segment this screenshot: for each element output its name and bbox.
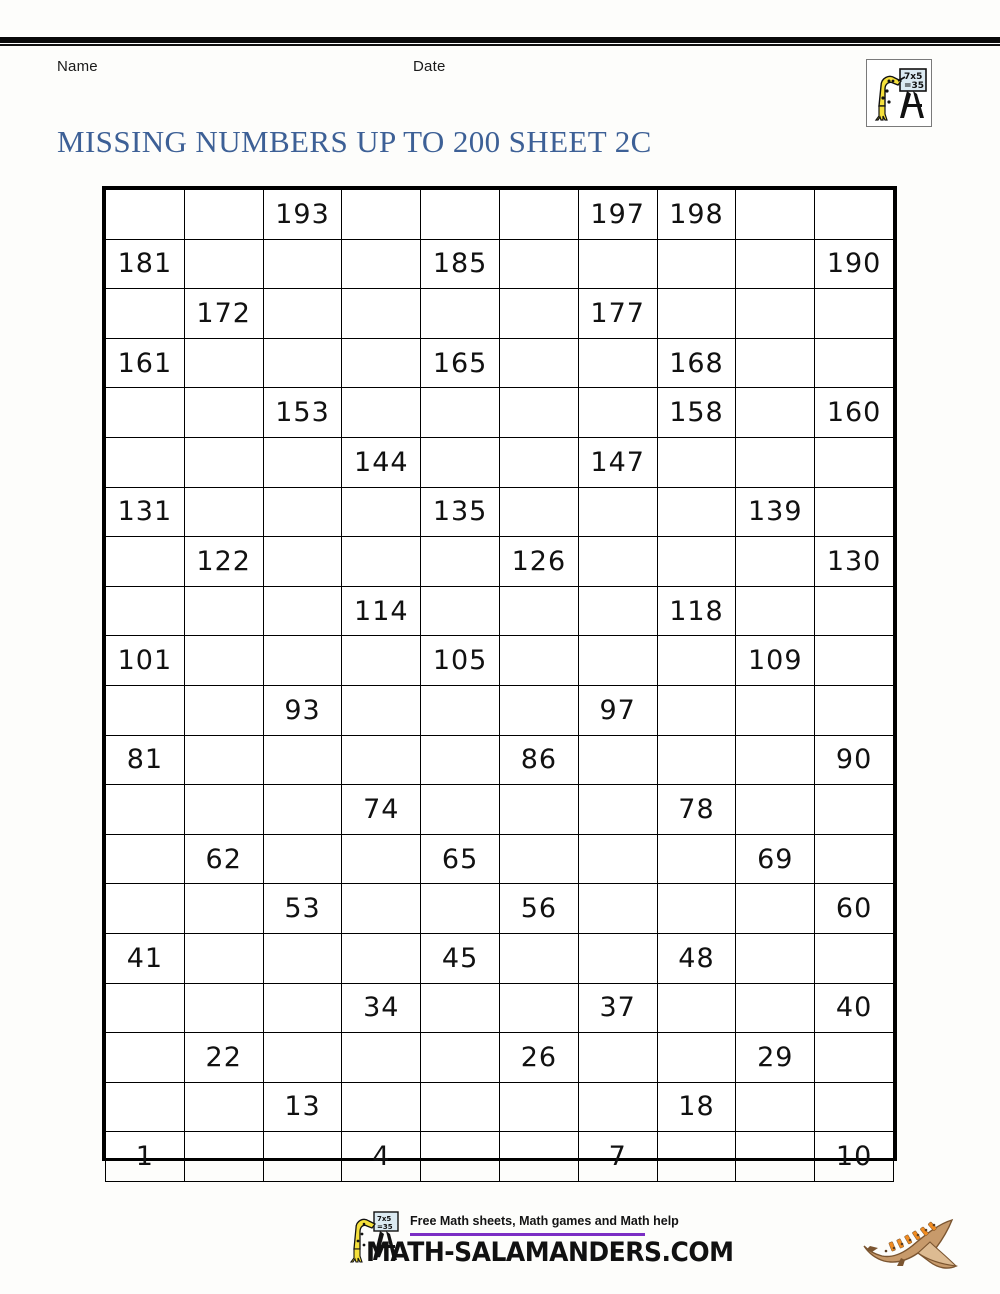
grid-cell-filled: 26 [499, 1033, 578, 1083]
grid-cell-blank[interactable] [263, 785, 342, 835]
grid-cell-blank[interactable] [815, 785, 894, 835]
grid-cell-blank[interactable] [421, 289, 500, 339]
grid-cell-filled: 181 [106, 239, 185, 289]
grid-cell-blank[interactable] [106, 983, 185, 1033]
footer-tagline: Free Math sheets, Math games and Math help [410, 1214, 679, 1228]
grid-cell-filled: 122 [184, 537, 263, 587]
grid-cell-blank[interactable] [578, 1082, 657, 1132]
grid-cell-blank[interactable] [578, 636, 657, 686]
grid-row [106, 388, 894, 438]
grid-cell-blank[interactable] [657, 636, 736, 686]
grid-cell-blank[interactable] [736, 388, 815, 438]
grid-cell-filled: 147 [578, 437, 657, 487]
grid-cell-blank[interactable] [184, 338, 263, 388]
date-label: Date [413, 58, 446, 75]
grid-cell-blank[interactable] [736, 685, 815, 735]
grid-cell-blank[interactable] [736, 537, 815, 587]
grid-cell-blank[interactable] [106, 785, 185, 835]
grid-cell-blank[interactable] [342, 239, 421, 289]
grid-cell-blank[interactable] [421, 685, 500, 735]
grid-cell-filled: 193 [263, 190, 342, 240]
grid-cell-blank[interactable] [184, 388, 263, 438]
svg-text:7x5: 7x5 [377, 1215, 392, 1223]
grid-row [106, 437, 894, 487]
grid-cell-filled: 97 [578, 685, 657, 735]
svg-text:=35: =35 [377, 1223, 393, 1231]
grid-row [106, 685, 894, 735]
grid-row [106, 239, 894, 289]
grid-row [106, 338, 894, 388]
grid-cell-blank[interactable] [342, 338, 421, 388]
grid-cell-blank[interactable] [499, 785, 578, 835]
grid-cell-blank[interactable] [736, 239, 815, 289]
worksheet-header [57, 58, 857, 80]
grid-cell-blank[interactable] [578, 239, 657, 289]
grid-cell-filled: 48 [657, 933, 736, 983]
page-top-rule-secondary [0, 44, 1000, 46]
grid-cell-blank[interactable] [815, 338, 894, 388]
grid-cell-blank[interactable] [263, 636, 342, 686]
grid-cell-filled: 168 [657, 338, 736, 388]
logo-board-line-1: 7x5 [904, 72, 923, 82]
grid-cell-filled: 10 [815, 1132, 894, 1182]
grid-cell-blank[interactable] [736, 785, 815, 835]
grid-cell-blank[interactable] [657, 289, 736, 339]
grid-cell-blank[interactable] [499, 636, 578, 686]
grid-cell-blank[interactable] [184, 1082, 263, 1132]
grid-cell-blank[interactable] [263, 338, 342, 388]
grid-cell-blank[interactable] [421, 190, 500, 240]
grid-cell-blank[interactable] [184, 1132, 263, 1182]
grid-cell-blank[interactable] [657, 1033, 736, 1083]
grid-cell-blank[interactable] [184, 884, 263, 934]
grid-cell-filled: 40 [815, 983, 894, 1033]
grid-cell-filled: 78 [657, 785, 736, 835]
grid-cell-blank[interactable] [342, 735, 421, 785]
grid-cell-filled: 190 [815, 239, 894, 289]
name-label: Name [57, 58, 98, 75]
grid-cell-blank[interactable] [184, 190, 263, 240]
page-title: MISSING NUMBERS UP TO 200 SHEET 2C [57, 124, 652, 159]
grid-cell-filled: 105 [421, 636, 500, 686]
grid-cell-filled: 29 [736, 1033, 815, 1083]
grid-cell-blank[interactable] [184, 685, 263, 735]
grid-cell-filled: 161 [106, 338, 185, 388]
grid-cell-blank[interactable] [342, 1082, 421, 1132]
grid-cell-blank[interactable] [106, 388, 185, 438]
grid-row [106, 636, 894, 686]
logo-board-line-2: =35 [904, 81, 925, 91]
grid-cell-filled: 4 [342, 1132, 421, 1182]
grid-cell-blank[interactable] [578, 586, 657, 636]
grid-cell-blank[interactable] [184, 933, 263, 983]
grid-cell-blank[interactable] [815, 933, 894, 983]
grid-cell-blank[interactable] [184, 785, 263, 835]
grid-cell-blank[interactable] [263, 1132, 342, 1182]
salamander-at-whiteboard-icon [867, 60, 931, 126]
grid-cell-blank[interactable] [184, 239, 263, 289]
grid-cell-filled: 158 [657, 388, 736, 438]
grid-row [106, 884, 894, 934]
grid-cell-blank[interactable] [578, 735, 657, 785]
grid-cell-filled: 172 [184, 289, 263, 339]
grid-cell-blank[interactable] [499, 190, 578, 240]
grid-cell-blank[interactable] [815, 636, 894, 686]
grid-cell-blank[interactable] [499, 933, 578, 983]
grid-cell-blank[interactable] [421, 1132, 500, 1182]
grid-row [106, 983, 894, 1033]
grid-cell-filled: 177 [578, 289, 657, 339]
grid-cell-blank[interactable] [421, 735, 500, 785]
grid-cell-blank[interactable] [815, 1082, 894, 1132]
number-grid-table [105, 189, 894, 1182]
grid-cell-blank[interactable] [499, 685, 578, 735]
grid-cell-blank[interactable] [499, 437, 578, 487]
grid-cell-filled: 74 [342, 785, 421, 835]
grid-cell-blank[interactable] [499, 586, 578, 636]
grid-cell-blank[interactable] [657, 487, 736, 537]
grid-cell-blank[interactable] [657, 1132, 736, 1182]
grid-cell-blank[interactable] [657, 983, 736, 1033]
grid-cell-blank[interactable] [499, 388, 578, 438]
grid-cell-blank[interactable] [263, 487, 342, 537]
grid-cell-blank[interactable] [342, 685, 421, 735]
grid-cell-blank[interactable] [421, 1082, 500, 1132]
grid-cell-blank[interactable] [736, 289, 815, 339]
grid-row [106, 190, 894, 240]
grid-cell-blank[interactable] [184, 735, 263, 785]
grid-cell-filled: 65 [421, 834, 500, 884]
grid-cell-blank[interactable] [421, 884, 500, 934]
grid-cell-filled: 37 [578, 983, 657, 1033]
grid-cell-filled: 153 [263, 388, 342, 438]
grid-row [106, 1082, 894, 1132]
grid-cell-filled: 139 [736, 487, 815, 537]
missing-numbers-grid [102, 186, 897, 1173]
grid-cell-blank[interactable] [736, 338, 815, 388]
grid-cell-blank[interactable] [342, 636, 421, 686]
grid-cell-blank[interactable] [106, 834, 185, 884]
grid-cell-filled: 53 [263, 884, 342, 934]
grid-row [106, 1132, 894, 1182]
grid-cell-blank[interactable] [342, 933, 421, 983]
grid-cell-filled: 69 [736, 834, 815, 884]
grid-cell-blank[interactable] [499, 1132, 578, 1182]
grid-cell-blank[interactable] [578, 785, 657, 835]
grid-cell-filled: 13 [263, 1082, 342, 1132]
grid-cell-blank[interactable] [499, 834, 578, 884]
grid-cell-blank[interactable] [578, 1033, 657, 1083]
grid-cell-blank[interactable] [263, 586, 342, 636]
grid-cell-blank[interactable] [342, 834, 421, 884]
grid-cell-blank[interactable] [736, 884, 815, 934]
grid-cell-blank[interactable] [421, 785, 500, 835]
grid-cell-filled: 135 [421, 487, 500, 537]
grid-cell-blank[interactable] [657, 884, 736, 934]
grid-cell-blank[interactable] [736, 1132, 815, 1182]
grid-cell-blank[interactable] [184, 437, 263, 487]
grid-cell-blank[interactable] [815, 586, 894, 636]
grid-cell-filled: 60 [815, 884, 894, 934]
grid-cell-blank[interactable] [184, 487, 263, 537]
grid-cell-blank[interactable] [736, 983, 815, 1033]
grid-cell-blank[interactable] [342, 1033, 421, 1083]
grid-cell-blank[interactable] [657, 685, 736, 735]
grid-cell-filled: 144 [342, 437, 421, 487]
footer-branding [348, 1208, 734, 1270]
grid-cell-blank[interactable] [106, 685, 185, 735]
grid-cell-filled: 160 [815, 388, 894, 438]
grid-cell-blank[interactable] [342, 190, 421, 240]
grid-cell-blank[interactable] [657, 537, 736, 587]
grid-cell-filled: 101 [106, 636, 185, 686]
grid-cell-blank[interactable] [578, 338, 657, 388]
grid-cell-blank[interactable] [736, 933, 815, 983]
grid-cell-blank[interactable] [499, 1082, 578, 1132]
grid-cell-blank[interactable] [736, 735, 815, 785]
grid-row [106, 289, 894, 339]
grid-cell-filled: 41 [106, 933, 185, 983]
grid-cell-filled: 165 [421, 338, 500, 388]
grid-cell-filled: 81 [106, 735, 185, 785]
grid-cell-filled: 90 [815, 735, 894, 785]
grid-cell-blank[interactable] [815, 487, 894, 537]
grid-cell-blank[interactable] [184, 586, 263, 636]
grid-row [106, 537, 894, 587]
math-salamanders-logo [866, 59, 932, 127]
grid-cell-blank[interactable] [815, 685, 894, 735]
grid-cell-blank[interactable] [342, 537, 421, 587]
grid-cell-blank[interactable] [815, 190, 894, 240]
grid-cell-filled: 114 [342, 586, 421, 636]
grid-cell-blank[interactable] [106, 1082, 185, 1132]
grid-cell-filled: 45 [421, 933, 500, 983]
grid-row [106, 933, 894, 983]
grid-cell-filled: 130 [815, 537, 894, 587]
grid-cell-blank[interactable] [263, 1033, 342, 1083]
grid-cell-blank[interactable] [421, 983, 500, 1033]
grid-cell-blank[interactable] [184, 636, 263, 686]
grid-cell-blank[interactable] [578, 388, 657, 438]
grid-cell-blank[interactable] [106, 537, 185, 587]
grid-cell-blank[interactable] [499, 983, 578, 1033]
grid-cell-blank[interactable] [421, 388, 500, 438]
grid-cell-blank[interactable] [815, 289, 894, 339]
grid-row [106, 785, 894, 835]
grid-cell-blank[interactable] [578, 884, 657, 934]
grid-cell-blank[interactable] [421, 437, 500, 487]
grid-cell-blank[interactable] [815, 834, 894, 884]
grid-cell-blank[interactable] [657, 437, 736, 487]
grid-cell-blank[interactable] [106, 289, 185, 339]
grid-row [106, 735, 894, 785]
grid-cell-blank[interactable] [499, 239, 578, 289]
grid-cell-blank[interactable] [578, 537, 657, 587]
footer-domain: MATH-SALAMANDERS.COM [366, 1236, 734, 1268]
footer-salamander-illustration [856, 1206, 966, 1286]
grid-cell-blank[interactable] [263, 289, 342, 339]
grid-cell-blank[interactable] [263, 933, 342, 983]
grid-row [106, 586, 894, 636]
grid-cell-blank[interactable] [421, 1033, 500, 1083]
grid-cell-blank[interactable] [657, 834, 736, 884]
grid-cell-filled: 86 [499, 735, 578, 785]
grid-cell-blank[interactable] [657, 735, 736, 785]
grid-cell-filled: 18 [657, 1082, 736, 1132]
grid-cell-blank[interactable] [106, 437, 185, 487]
grid-cell-blank[interactable] [106, 1033, 185, 1083]
grid-cell-filled: 109 [736, 636, 815, 686]
grid-cell-filled: 197 [578, 190, 657, 240]
grid-cell-filled: 93 [263, 685, 342, 735]
grid-cell-blank[interactable] [657, 239, 736, 289]
grid-cell-blank[interactable] [736, 1082, 815, 1132]
grid-cell-blank[interactable] [578, 933, 657, 983]
grid-cell-blank[interactable] [263, 834, 342, 884]
grid-cell-blank[interactable] [263, 437, 342, 487]
grid-cell-filled: 126 [499, 537, 578, 587]
grid-cell-blank[interactable] [263, 239, 342, 289]
grid-cell-blank[interactable] [499, 487, 578, 537]
grid-cell-blank[interactable] [342, 884, 421, 934]
grid-cell-filled: 7 [578, 1132, 657, 1182]
grid-cell-blank[interactable] [499, 338, 578, 388]
grid-cell-blank[interactable] [263, 537, 342, 587]
grid-cell-blank[interactable] [263, 983, 342, 1033]
grid-cell-blank[interactable] [421, 586, 500, 636]
grid-cell-blank[interactable] [815, 437, 894, 487]
grid-cell-filled: 34 [342, 983, 421, 1033]
grid-row [106, 1033, 894, 1083]
grid-cell-blank[interactable] [736, 586, 815, 636]
grid-cell-blank[interactable] [499, 289, 578, 339]
grid-cell-blank[interactable] [736, 190, 815, 240]
page-top-rule [0, 36, 1000, 44]
grid-cell-blank[interactable] [421, 537, 500, 587]
grid-cell-blank[interactable] [736, 437, 815, 487]
grid-cell-blank[interactable] [106, 586, 185, 636]
grid-cell-filled: 1 [106, 1132, 185, 1182]
grid-cell-filled: 198 [657, 190, 736, 240]
grid-cell-blank[interactable] [815, 1033, 894, 1083]
grid-cell-filled: 131 [106, 487, 185, 537]
grid-cell-blank[interactable] [342, 487, 421, 537]
grid-cell-blank[interactable] [184, 983, 263, 1033]
grid-cell-blank[interactable] [578, 834, 657, 884]
grid-cell-filled: 22 [184, 1033, 263, 1083]
grid-cell-filled: 62 [184, 834, 263, 884]
grid-cell-blank[interactable] [342, 289, 421, 339]
grid-cell-blank[interactable] [263, 735, 342, 785]
grid-cell-blank[interactable] [106, 884, 185, 934]
grid-cell-filled: 185 [421, 239, 500, 289]
grid-row [106, 834, 894, 884]
grid-cell-filled: 118 [657, 586, 736, 636]
grid-row [106, 487, 894, 537]
grid-cell-blank[interactable] [106, 190, 185, 240]
grid-cell-blank[interactable] [578, 487, 657, 537]
grid-cell-filled: 56 [499, 884, 578, 934]
grid-cell-blank[interactable] [342, 388, 421, 438]
